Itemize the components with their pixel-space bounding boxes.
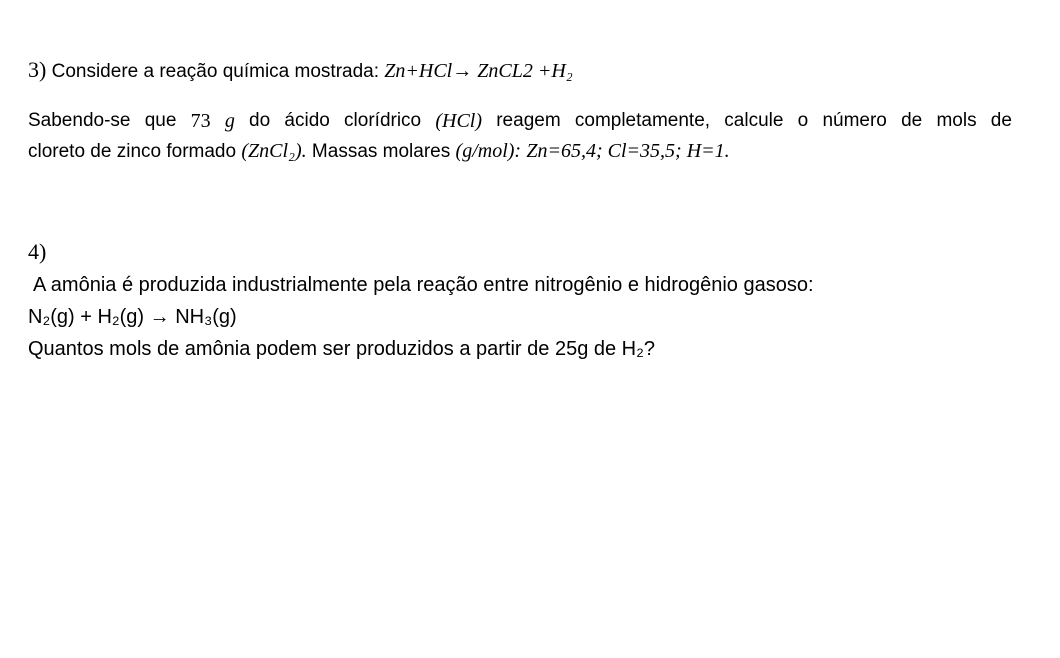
q3-body-word: g xyxy=(224,110,235,132)
q3-body-word: reagem xyxy=(496,110,561,131)
q3-body-word: Sabendo-se xyxy=(28,110,131,131)
q3-masses: Zn=65,4; Cl=35,5; H=1. xyxy=(526,140,730,162)
q3-body-line2 xyxy=(28,139,730,164)
q3-body-line1 xyxy=(28,109,1012,133)
q3-body-word: calcule xyxy=(724,110,784,131)
q4-number-line xyxy=(28,240,46,266)
q3-body-word: de xyxy=(901,110,923,131)
q3-intro: Considere a reação química mostrada: xyxy=(51,61,379,82)
q3-body-units: (g/mol): xyxy=(455,140,522,162)
q4-statement: A amônia é produzida industrialmente pela reação entre nitrogênio e hidrogênio gasoso: xyxy=(33,274,814,296)
q3-body-formula: (ZnCl₂). xyxy=(241,140,307,162)
q3-body-word: completamente, xyxy=(574,110,711,131)
q3-body-word: mols xyxy=(936,110,977,131)
q3-body-word: (HCl) xyxy=(435,110,483,132)
q4-number: 4) xyxy=(28,239,47,264)
q3-body-text1: cloreto de zinco formado xyxy=(28,141,237,162)
q3-body-word: ácido xyxy=(284,110,330,131)
q3-body-word: de xyxy=(990,110,1012,131)
q3-body-word: do xyxy=(249,110,271,131)
q4-equation: N₂(g) + H₂(g) → NH₃(g) xyxy=(28,306,237,328)
q3-body-word: o xyxy=(797,110,809,131)
q3-reaction: Zn+HCl→ ZnCL2 +H₂ xyxy=(384,60,573,82)
q3-number: 3) xyxy=(28,57,47,82)
q4-question: Quantos mols de amônia podem ser produzidos a partir de 25g de H₂? xyxy=(28,338,656,360)
q3-body-word: número xyxy=(822,110,887,131)
q3-body-word: clorídrico xyxy=(344,110,422,131)
q3-body-word: 73 xyxy=(190,110,211,132)
q3-header xyxy=(28,58,573,84)
q3-body-text2: Massas molares xyxy=(311,141,451,162)
q3-body-word: que xyxy=(144,110,177,131)
